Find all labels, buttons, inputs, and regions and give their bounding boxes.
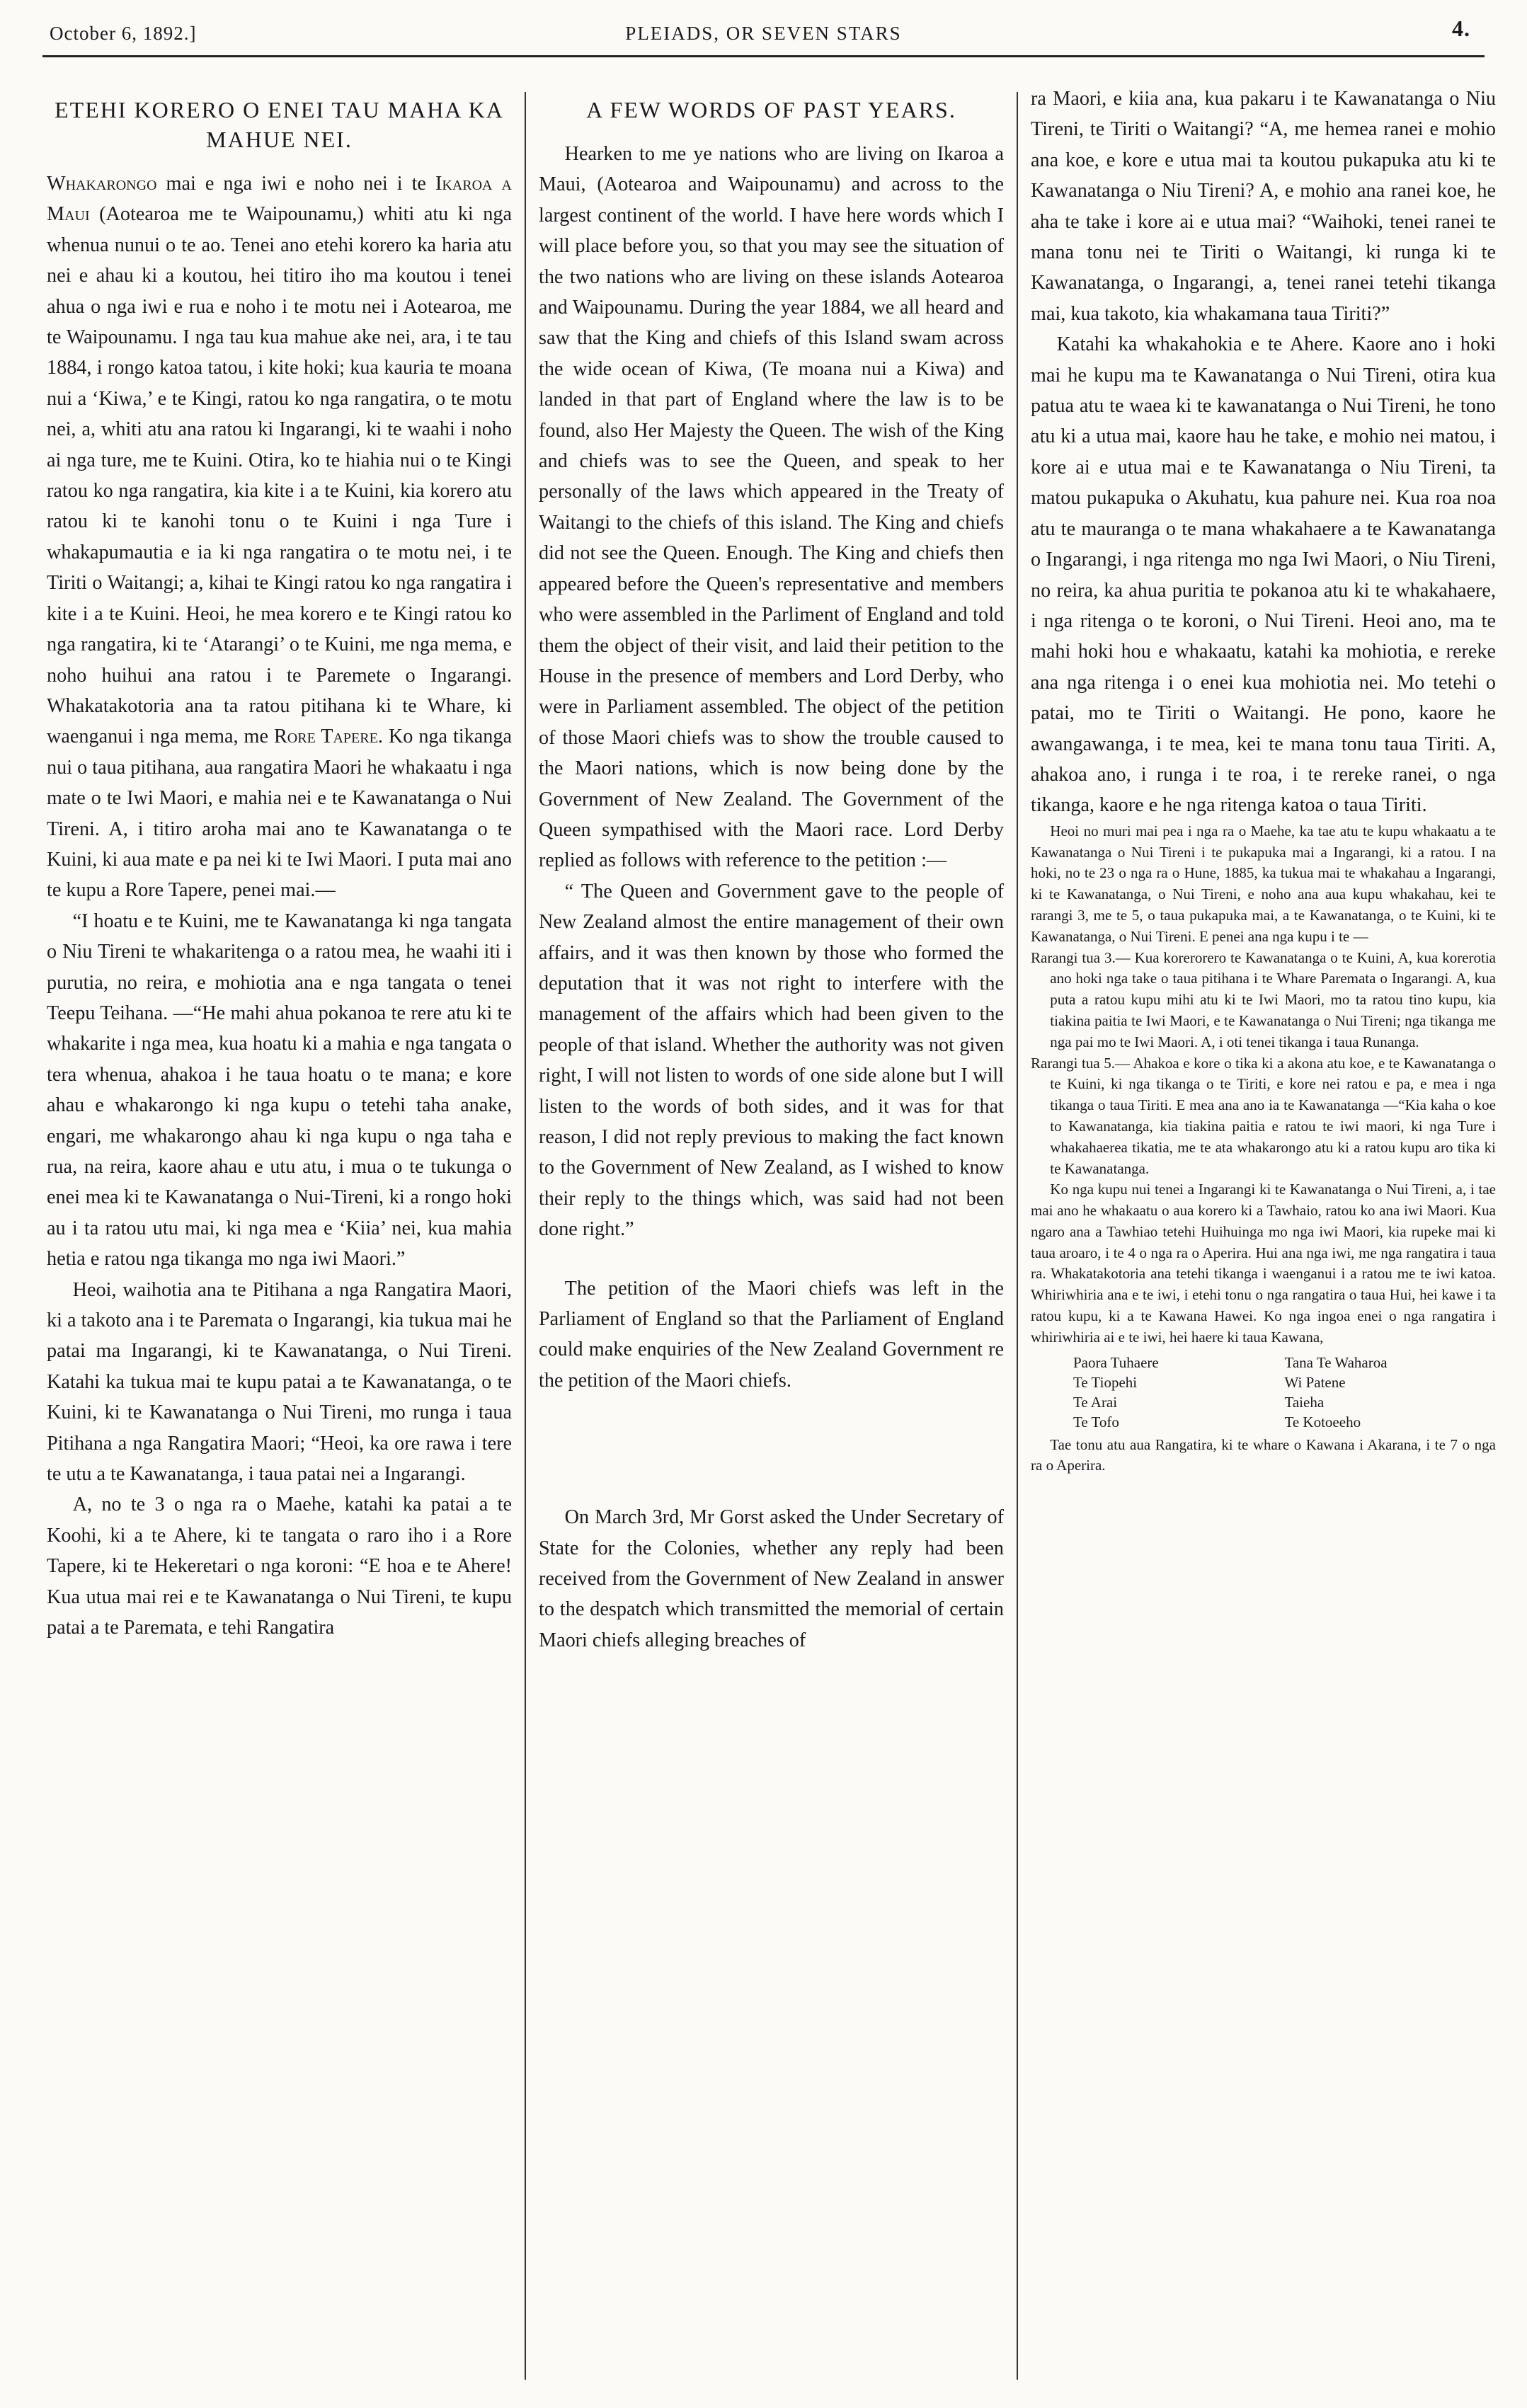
page-number: 4. xyxy=(1452,16,1470,41)
chief-name: Paora Tuhaere xyxy=(1073,1353,1159,1371)
header-rule xyxy=(42,55,1485,57)
chief-name: Te Tofo xyxy=(1073,1413,1119,1431)
column-english-article xyxy=(526,84,1017,2380)
chief-name: Te Arai xyxy=(1073,1393,1118,1411)
person-name: Rore Tapere xyxy=(273,726,378,748)
small-paragraph-3: Rarangi tua 5.— Ahakoa e kore o tika ki a akona atu koe, e te Kawanatanga o te Kuini, ki nga tikanga o te Tiriti, e kore nei ratou e pa, e mea i nga tikanga o taua Tiriti. E mea ana ano ia te Kawanatanga —“Kia kaha o koe to Kawanatanga, kia tiakina paitia e ratou te iwi maori, ki nga Ture i whakahaerea tikatia, me te ata whakarongo atu ki a ratou kupu aro tika ki te Kawanatanga. xyxy=(1031,1054,1496,1177)
article-columns xyxy=(42,84,1499,2380)
place-name: Ikaroa a Maui xyxy=(47,173,512,226)
publication-title: PLEIADS, OR SEVEN STARS xyxy=(625,23,902,44)
maori-paragraph-2: “I hoatu e te Kuini, me te Kawanatanga ki nga tangata o Niu Tireni te whakaritenga o a ratou mea, he waahi iti i purutia, no reira, e mohiotia ana e nga tangata o tenei Teepu Teihana. —“He mahi ahua pokanoa te rere atu ki te whakarite i nga mea, kua hoatu ki a mahia e nga tangata o tera whenua, ahakoa i he taua hoatu o te mana; e kore ahau e whakarongo ki nga kupu o tetehi taha anake, engari, me whakarongo ahau ki nga kupu o nga taha e rua, na reira, kaore ahau e utu atu, i mua o te tukunga o enei mea ki te Kawanatanga o Nui-Tireni, ki a rongo hoki au i ta ratou utu mai, ki nga mea e ‘Kiia’ nei, kua mahia hetia e ratou nga tikanga mo nga iwi Maori.” xyxy=(47,910,512,1271)
chief-names-list xyxy=(1073,1353,1496,1432)
lead-word: Whakarongo xyxy=(47,173,157,195)
small-paragraph-5: Tae tonu atu aua Rangatira, ki te whare o Kawana i Akarana, i te 7 o nga ra o Aperira. xyxy=(1031,1435,1496,1474)
maori-paragraph-1: Whakarongo mai e nga iwi e noho nei i te Ikaroa a Maui (Aotearoa me te Waipounamu,) whiti atu ki nga whenua nunui o te ao. Tenei ano etehi korero ka haria atu nei e ahau ki a koutou, hei titiro iho ma koutou i tenei ahua o nga iwi e rua e noho i te motu nei i Aotearoa, me te Waipounamu. I nga tau kua mahue ake nei, ara, i te tau 1884, i rongo katoa tatou, i kite hoki; kua kauria te moana nui a ‘Kiwa,’ e te Kingi, ratou ko nga rangatira, o te motu nei, a, whiti atu ana ratou ki Ingarangi, ki te waahi i noho ai nga ture, me te Kuini. Otira, ko te hiahia nui o te Kingi ratou ko nga rangatira, kia kite i a te Kuini, kia korero atu ratou ki te kanohi tonu o te Kuini i nga Ture i whakapumautia e ia ki nga rangatira o te motu nei, i te Tiriti o Waitangi; a, kihai te Kingi ratou ko nga rangatira i kite i a te Kuini. Heoi, he mea korero e te Kingi ratou ko nga rangatira, ki te ‘Atarangi’ o te Kuini, me nga mema, e noho huihui ana ratou i te Paremete o Ingarangi. Whakatakotoria ana ta ratou pitihana ki te Whare, ki waenganui i nga mema, me Rore Tapere. Ko nga tikanga nui o taua pitihana, aua rangatira Maori he whakaatu i nga mate o te Iwi Maori, e mahia nei e te Kawanatanga o Nui Tireni. A, i titiro aroha mai ano te Kawanatanga o te Kuini, ki aua mate e pa nei ki te Iwi Maori. I puta mai ano te kupu a Rore Tapere, penei mai.— xyxy=(47,173,512,902)
maori-paragraph-4: A, no te 3 o nga ra o Maehe, katahi ka patai a te Koohi, ki a te Ahere, ki te tangata o raro iho i a Rore Tapere, ki te Hekeretari o nga koroni: “E hoa e te Ahere! Kua utua mai rei e te Kawanatanga o Nui Tireni, te kupu patai a te Paremata, e tehi Rangatira xyxy=(47,1493,512,1639)
english-paragraph-2: “ The Queen and Government gave to the people of New Zealand almost the entire management of their own affairs, and it was then known by those who formed the deputation that it was not right to interfere with the management of the affairs which had been given to the people of that island. Whether the authority was not given right, I will not listen to words of one side alone but I will listen to the words of both sides, and it was for that reason, I did not reply previous to making the fact known to the Government of New Zealand, as I wished to know their reply to the things which, was said had not been done right.” xyxy=(539,880,1004,1241)
maori-paragraph-3: Heoi, waihotia ana te Pitihana a nga Rangatira Maori, ki a takoto ana i te Paremata o Ingarangi, kia tukua mai he patai ma Ingarangi, ki te Kawanatanga, o Nui Tireni. Katahi ka tukua mai te kupu patai a te Kawanatanga, o te Kuini, ki te Kawanatanga o Nui Tireni, mo runga i taua Pitihana a nga Rangatira Maori; “Heoi, ka ore rawa i tere te utu a te Kawanatanga, i taua patai nei a Ingarangi. xyxy=(47,1278,512,1486)
english-paragraph-1: Hearken to me ye nations who are living on Ikaroa a Maui, (Aotearoa and Waipounamu) and across to the largest continent of the world. I have here words which I will place before you, so that you may see the situation of the two nations who are living on these islands Aotearoa and Waipounamu. During the year 1884, we all heard and saw that the King and chiefs of this Island swam across the wide ocean of Kiwa, (Te moana nui a Kiwa) and landed in that part of England where the law is to be found, also Her Majesty the Queen. The wish of the King and chiefs was to see the Queen, and speak to her personally of the laws which appeared in the Treaty of Waitangi to the chiefs of this island. The King and chiefs did not see the Queen. Enough. The King and chiefs then appeared before the Queen's representative and members who were assembled in the Parliment of England and told them the object of their visit, and laid their petition to the House in the presence of members and Lord Derby, who were in Parliament assembled. The object of the petition of those Maori chiefs was to show the trouble caused to the Maori nations, which is now being done by the Government of New Zealand. The Government of the Queen sympathised with the Maori race. Lord Derby replied as follows with reference to the petition :— xyxy=(539,143,1004,872)
column-maori-article xyxy=(42,84,525,2380)
small-print-section xyxy=(1031,821,1496,1477)
english-paragraph-4: On March 3rd, Mr Gorst asked the Under Secretary of State for the Colonies, whether any reply had been received from the Government of New Zealand in answer to the despatch which transmitted the memorial of certain Maori chiefs alleging breaches of xyxy=(539,1506,1004,1651)
column-continuation xyxy=(1018,84,1499,2380)
small-paragraph-4: Ko nga kupu nui tenei a Ingarangi ki te Kawanatanga o Nui Tireni, a, i tae mai ano he whakaatu o aua korero ki a Tawhaio, ratou ko ana iwi Maori. Kua ngaro ana a Tawhiao tetehi Huihuinga mo nga iwi Maori, kia rupeke mai ki taua aroaro, i te 4 o nga ra o Aperira. Hui ana nga iwi, me nga rangatira i taua ra. Whakatakotoria ana tetehi tikanga i waenganui i a ratou me te iwi katoa. Whiriwhiria ana e te iwi, i etehi tonu o nga rangatira o taua Hui, hei kawe i ta ratou kupu, ki a te Kawana Hawei. Ko nga ingoa enei o nga rangatira i whiriwhiria ai e te iwi, hei haere ki taua Kawana, xyxy=(1031,1181,1496,1346)
maori-article-title: ETEHI KORERO O ENEI TAU MAHA KA MAHUE NEI. xyxy=(55,97,504,152)
running-head xyxy=(28,14,1499,50)
chief-name: Te Kotoeeho xyxy=(1284,1413,1361,1431)
chief-name: Te Tiopehi xyxy=(1073,1373,1138,1391)
chief-name: Taieha xyxy=(1284,1393,1325,1411)
small-paragraph-2: Rarangi tua 3.— Kua korerorero te Kawanatanga o te Kuini, A, kua korerotia ano hoki nga take o taua pitihana i te Whare Paremata o Ingarangi. A, kua puta a ratou kupu mihi atu ki te Iwi Maori, mo ta ratou tino kupu, kia tiakina paitia te Iwi Maori, e te Kawanatanga o Nui Tireni; nga tikanga me nga pai mo te Iwi Maori. A, i oti tenei tikanga i taua Runanga. xyxy=(1031,948,1496,1050)
small-paragraph-1: Heoi no muri mai pea i nga ra o Maehe, ka tae atu te kupu whakaatu a te Kawanatanga o Nui Tireni i te pukapuka mai a Ingarangi, ki a ratou. I na hoki, no te 23 o nga ra o Hune, 1885, ka tukua mai te whakahau a Ingarangi, ki te Kawanatanga, o Nui Tireni, e noho ana aua kupu whakahau, kei te rarangi 3, me te 5, o taua pukapuka mai, a te Kawanatanga, o te Kuini, ki te Kawanatanga, o Nui Tireni. E penei ana nga kupu i te — xyxy=(1031,822,1496,945)
chief-name: Wi Patene xyxy=(1284,1373,1346,1391)
continuation-paragraph-2: Katahi ka whakahokia e te Ahere. Kaore ano i hoki mai he kupu ma te Kawanatanga o Nui Tireni, otira kua patua atu te waea ki te kawanatanga o Nui Tireni, he tono atu ki a utua mai, kaore hau he take, e mohio nei matou, i kore ai e utua mai e te Kawanatanga o Niu Tireni, ta matou pukapuka o Akuhatu, kua pahure nei. Kua roa noa atu te mauranga o te mana whakahaere a te Kawanatanga o Ingarangi, i nga ritenga mo nga Iwi Maori, o Niu Tireni, no reira, ka ahua puritia te pokanoa atu ki te whakahaere, i nga ritenga o te koroni, o Nui Tireni. Heoi ano, ma te mahi hoki hou e whakaatu, katahi ka mohiotia, e rereke ana nga ritenga i o enei kua mohiotia nei. Mo tetehi o patai, mo te Tiriti o Waitangi. He pono, kaore he awangawanga, i te mea, kei te mana tonu taua Tiriti. A, ahakoa ano, i runga i te roa, i te rereke ranei, o nga tikanga, kaore e he nga ritenga katoa o taua Tiriti. xyxy=(1031,333,1496,817)
english-article-title: A FEW WORDS OF PAST YEARS. xyxy=(586,97,956,122)
chief-name: Tana Te Waharoa xyxy=(1284,1353,1388,1371)
continuation-paragraph-1: ra Maori, e kiia ana, kua pakaru i te Kawanatanga o Niu Tireni, te Tiriti o Waitangi? “A, me hemea ranei e mohio ana koe, e kore e utua mai ta koutou pukapuka atu ki te Kawanatanga o Niu Tireni? A, e mohio ana ranei koe, he aha te take i kore ai e utua mai? “Waihoki, tenei ranei te mana tonu nei te Tiriti o Waitangi, ki runga ki te Kawanatanga, o Ingarangi, a, tenei ranei tetehi tikanga mai, kua takoto, kia whakamana taua Tiriti?” xyxy=(1031,88,1496,325)
english-paragraph-3: The petition of the Maori chiefs was left in the Parliament of England so that the Parliament of England could make enquiries of the New Zealand Government re the petition of the Maori chiefs. xyxy=(539,1277,1004,1392)
issue-date: October 6, 1892.] xyxy=(50,23,197,44)
